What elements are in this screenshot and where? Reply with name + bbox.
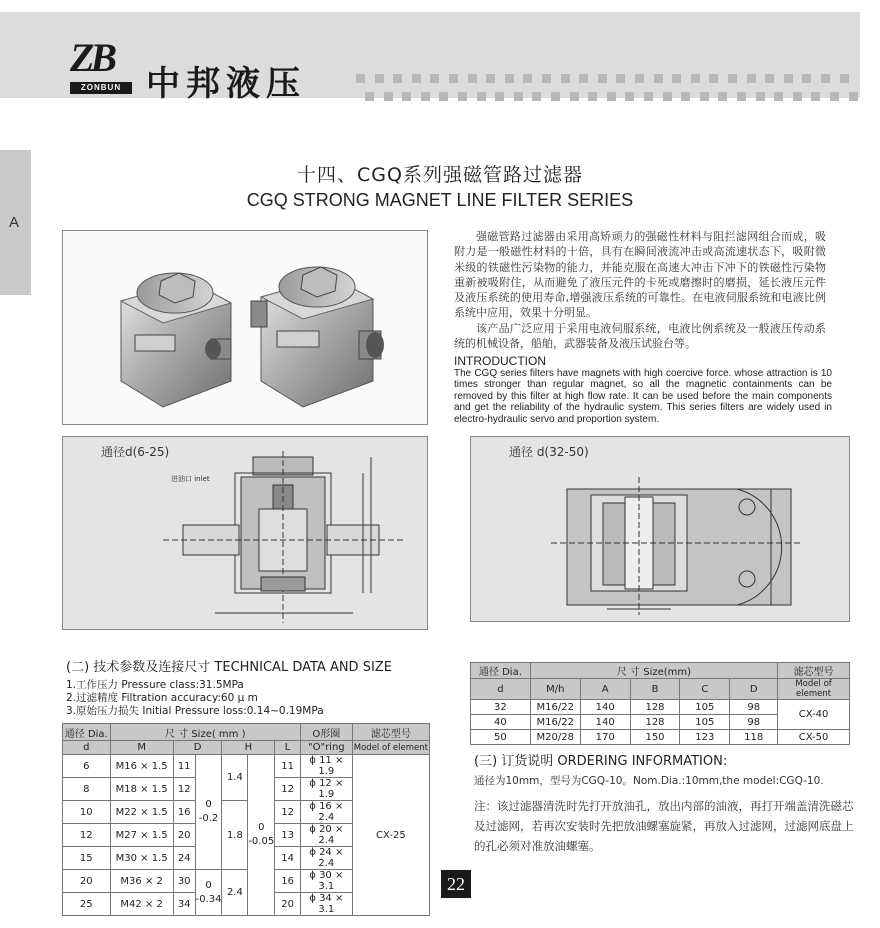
decorative-dot [625,92,634,101]
decorative-dot [737,92,746,101]
cell-d: 25 [63,893,111,916]
inlet-label: 进油口 inlet [171,475,210,483]
title-english: CGQ STRONG MAGNET LINE FILTER SERIES [246,190,634,210]
drawing-caption: 通径 d(32-50) [509,445,589,459]
cell-m: M16 × 1.5 [110,755,173,778]
header-model: 滤芯型号 [352,724,429,741]
cell-d: 6 [63,755,111,778]
cell-H-tolerance [248,755,275,916]
cell-model: CX-50 [778,730,850,745]
decorative-dot [486,74,495,83]
param-filtration: 2.过滤精度 Filtration accuracy:60 μ m [66,692,258,704]
decorative-dot [840,74,849,83]
decorative-dot [458,92,467,101]
description-paragraph: 该产品广泛应用于采用电液伺服系统，电液比例系统及一般液压传动系统的机械设备，船舶，武器装备及液压试验台等。 [454,321,826,351]
header-size: 尺 寸 Size( mm ) [110,724,300,741]
cell-D: 34 [173,893,195,916]
decorative-dot [607,92,616,101]
cell-d: 20 [63,870,111,893]
cell-d: 8 [63,778,111,801]
decorative-dot [561,74,570,83]
param-pressure-loss: 3.原始压力损失 Initial Pressure loss:0.14~0.19MPa [66,705,324,717]
header-H: H [222,741,275,755]
ordering-heading: (三) 订货说明 ORDERING INFORMATION: [474,754,728,769]
tol-top: 0 [258,822,265,833]
decorative-dot [700,92,709,101]
decorative-dot [718,92,727,101]
cell-D: 24 [173,847,195,870]
header-model-en: Model of element [778,679,850,700]
cell-a: 170 [580,730,630,745]
tol-top: 0 [205,799,212,810]
decorative-dot [421,92,430,101]
decorative-dot [784,74,793,83]
cell-c: 123 [680,730,730,745]
cell-b: 128 [630,715,680,730]
cell-L: 16 [275,870,301,893]
header-col: M/h [530,679,580,700]
decorative-dot [514,92,523,101]
cell-d-dim: 118 [730,730,778,745]
decorative-dot [579,74,588,83]
cell-a: 140 [580,700,630,715]
header-dia: 通径 Dia. [471,663,531,679]
decorative-dot [644,92,653,101]
cell-D: 12 [173,778,195,801]
decorative-dot [495,92,504,101]
decorative-dot [430,74,439,83]
decorative-dot [821,74,830,83]
cell-D: 11 [173,755,195,778]
decorative-dots [356,74,860,104]
cell-oring: ϕ 16 × 2.4 [300,801,352,824]
header-D: D [173,741,222,755]
cell-m: M22 × 1.5 [110,801,173,824]
decorative-dot [635,74,644,83]
description-chinese [454,229,826,351]
decorative-dot [765,74,774,83]
cell-L: 20 [275,893,301,916]
cell-oring: ϕ 12 × 1.9 [300,778,352,801]
decorative-dot [756,92,765,101]
decorative-dot [747,74,756,83]
decorative-dot [356,74,365,83]
decorative-dot [802,74,811,83]
cell-d-dim: 98 [730,700,778,715]
cell-D: 20 [173,824,195,847]
technical-drawing [471,437,851,623]
logo-mark: ZB [70,35,114,80]
cell-D: 16 [173,801,195,824]
decorative-dot [402,92,411,101]
cell-mh: M20/28 [530,730,580,745]
header-L: L [275,741,301,755]
title-chinese: 十四、CGQ系列强磁管路过滤器 [297,164,583,186]
cell-oring: ϕ 30 × 3.1 [300,870,352,893]
cell-H: 2.4 [222,870,248,916]
cell-d: 12 [63,824,111,847]
param-pressure: 1.工作压力 Pressure class:31.5MPa [66,679,244,691]
tol-top: 0 [205,879,212,891]
decorative-dot [505,74,514,83]
cell-L: 11 [275,755,301,778]
decorative-dot [811,92,820,101]
header-size: 尺 寸 Size(mm) [530,663,777,679]
cell-model: CX-40 [778,700,850,730]
header-d: d [63,741,111,755]
cell-c: 105 [680,700,730,715]
cell-a: 140 [580,715,630,730]
drawing-large-dia [470,436,850,622]
cell-oring: ϕ 34 × 3.1 [300,893,352,916]
decorative-dot [616,74,625,83]
side-tab-label: A [9,214,20,231]
cell-model: CX-25 [352,755,429,916]
product-photo [62,230,428,425]
header-m: M [110,741,173,755]
cell-d: 32 [471,700,531,715]
cell-L: 12 [275,801,301,824]
technical-drawing [63,437,429,631]
cell-H: 1.8 [222,801,248,870]
header-col: C [680,679,730,700]
size-table-small [62,723,430,916]
tol-bottom: -0.34 [195,893,222,905]
cell-mh: M16/22 [530,700,580,715]
decorative-dot [570,92,579,101]
cell-d: 40 [471,715,531,730]
drawing-caption: 通径d(6-25) [101,445,170,459]
size-table-large [470,662,850,745]
decorative-dot [542,74,551,83]
logo-subtext: ZONBUN [70,82,132,94]
ordering-example: 通径为10mm，型号为CGQ-10。Nom.Dia.:10mm,the model:CGQ-10. [474,775,824,787]
cell-L: 14 [275,847,301,870]
drawing-small-dia [62,436,428,630]
decorative-dot [393,74,402,83]
tol-bottom: -0.2 [198,813,219,824]
cell-d-dim: 98 [730,715,778,730]
decorative-dot [774,92,783,101]
decorative-dot [477,92,486,101]
introduction-text: The CGQ series filters have magnets with high coercive force. whose attraction is 10 times stronger than regular magnet, so all the magnetic containments can be removed by this filter at high flow rate. It can be used before the main components and get the reliability of the hydraulic system. This series filters are widely used in electro-hydraulic servo and proportion system. [454,368,832,425]
ordering-note: 注：该过滤器清洗时先打开放油孔，放出内部的油液，再打开端盖清洗磁芯及过滤网，若再次安装时先把放油螺塞旋紧，再放入过滤网，过滤网底盘上的孔必须对准放油螺塞。 [474,799,854,853]
cell-oring: ϕ 20 × 2.4 [300,824,352,847]
parameter-list [66,679,324,718]
cell-H: 1.4 [222,755,248,801]
cell-m: M36 × 2 [110,870,173,893]
cell-b: 150 [630,730,680,745]
header-col: A [580,679,630,700]
tol-bottom: -0.05 [248,836,275,847]
cell-oring: ϕ 24 × 2.4 [300,847,352,870]
header-dia: 通径 Dia. [63,724,111,741]
decorative-dot [681,92,690,101]
cell-D-tolerance-b [195,870,222,916]
decorative-dot [439,92,448,101]
description-paragraph: 强磁管路过滤器由采用高矫顽力的强磁性材料与阻拦滤网组合而成，吸附力是一般磁性材料的十倍，具有在瞬间液流冲击或高流速状态下，吸附微米级的铁磁性污染物的能力，并能克服在高速大冲击下冲下的铁磁性污染物重新被吸附住，从而避免了液压元件的卡死或磨擦时的磨损，延长液压元件及液压系统的使用寿命,增强液压系统的可靠性。在电液伺服系统和电液比例系统中应用，效果十分明显。 [454,230,826,320]
cell-L: 13 [275,824,301,847]
brand-name: 中邦液压 [146,64,306,104]
page-number: 22 [441,870,471,898]
header-col: B [630,679,680,700]
decorative-dot [412,74,421,83]
decorative-dot [709,74,718,83]
decorative-dot [449,74,458,83]
decorative-dot [532,92,541,101]
decorative-dot [691,74,700,83]
decorative-dot [365,92,374,101]
header-col: D [730,679,778,700]
cell-mh: M16/22 [530,715,580,730]
introduction-heading: INTRODUCTION [454,354,546,368]
decorative-dot [384,92,393,101]
decorative-dot [551,92,560,101]
cell-oring: ϕ 11 × 1.9 [300,755,352,778]
cell-m: M18 × 1.5 [110,778,173,801]
cell-d: 10 [63,801,111,824]
cell-D-tolerance-a [195,755,222,870]
filter-photo-illustration [63,231,429,426]
header-d: d [471,679,531,700]
company-logo [70,36,132,94]
decorative-dot [672,74,681,83]
cell-d: 15 [63,847,111,870]
cell-m: M42 × 2 [110,893,173,916]
decorative-dot [468,74,477,83]
decorative-dot [598,74,607,83]
cell-m: M30 × 1.5 [110,847,173,870]
decorative-dot [830,92,839,101]
decorative-dot [654,74,663,83]
decorative-dot [663,92,672,101]
cell-c: 105 [680,715,730,730]
cell-L: 12 [275,778,301,801]
header-model-en: Model of element [353,742,428,753]
cell-m: M27 × 1.5 [110,824,173,847]
cell-b: 128 [630,700,680,715]
decorative-dot [588,92,597,101]
decorative-dot [375,74,384,83]
tech-data-heading: (二) 技术参数及连接尺寸 TECHNICAL DATA AND SIZE [66,660,392,675]
header-model: 滤芯型号 [778,663,850,679]
header-oring-en: "O"ring [300,741,352,755]
decorative-dot [523,74,532,83]
page-header [0,12,860,104]
cell-D: 30 [173,870,195,893]
decorative-dot [793,92,802,101]
cell-d: 50 [471,730,531,745]
decorative-dot [849,92,858,101]
header-oring: O形圈 [300,724,352,741]
decorative-dot [728,74,737,83]
